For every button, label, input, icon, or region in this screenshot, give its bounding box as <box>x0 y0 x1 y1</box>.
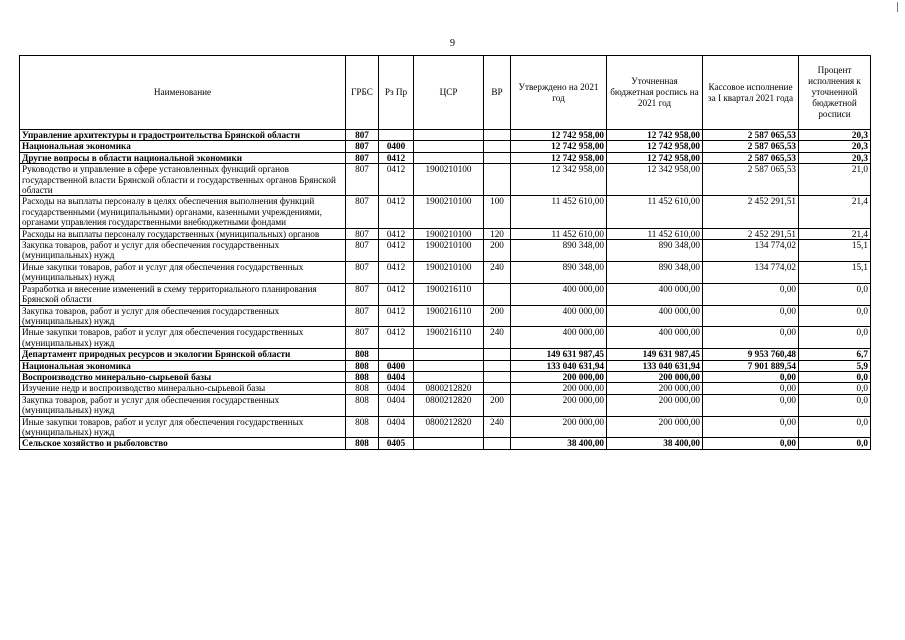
cell-refined: 11 452 610,00 <box>607 196 703 228</box>
cell-vr <box>484 283 511 305</box>
cell-csr: 1900210100 <box>414 261 484 283</box>
cell-name: Закупка товаров, работ и услуг для обеспечения государственных (муниципальных) нужд <box>20 240 346 262</box>
cell-approved: 200 000,00 <box>511 371 607 382</box>
cell-rzpr <box>379 349 414 360</box>
cell-cash: 2 452 291,51 <box>703 196 799 228</box>
cell-percent: 0,0 <box>799 371 871 382</box>
cell-cash: 0,00 <box>703 383 799 394</box>
page-edge-mark <box>897 2 898 12</box>
cell-vr: 240 <box>484 416 511 438</box>
cell-csr <box>414 349 484 360</box>
cell-csr: 1900216110 <box>414 283 484 305</box>
cell-refined: 12 742 958,00 <box>607 130 703 141</box>
table-row <box>20 164 871 196</box>
cell-grbs: 808 <box>346 360 379 371</box>
cell-rzpr: 0404 <box>379 394 414 416</box>
table-row <box>20 196 871 228</box>
cell-vr <box>484 371 511 382</box>
cell-cash: 0,00 <box>703 283 799 305</box>
cell-refined: 38 400,00 <box>607 438 703 449</box>
cell-csr: 1900216110 <box>414 327 484 349</box>
cell-name: Расходы на выплаты персоналу государственных (муниципальных) органов <box>20 228 346 239</box>
cell-vr: 240 <box>484 261 511 283</box>
cell-csr: 1900210100 <box>414 240 484 262</box>
cell-name: Закупка товаров, работ и услуг для обеспечения государственных (муниципальных) нужд <box>20 305 346 327</box>
cell-name: Изучение недр и воспроизводство минерально-сырьевой базы <box>20 383 346 394</box>
cell-approved: 12 342 958,00 <box>511 164 607 196</box>
cell-csr: 1900210100 <box>414 228 484 239</box>
cell-name: Закупка товаров, работ и услуг для обеспечения государственных (муниципальных) нужд <box>20 394 346 416</box>
table-row <box>20 349 871 360</box>
cell-name: Управление архитектуры и градостроительства Брянской области <box>20 130 346 141</box>
cell-grbs: 808 <box>346 349 379 360</box>
cell-approved: 38 400,00 <box>511 438 607 449</box>
cell-rzpr: 0412 <box>379 240 414 262</box>
cell-vr: 200 <box>484 394 511 416</box>
cell-csr: 0800212820 <box>414 394 484 416</box>
cell-grbs: 808 <box>346 371 379 382</box>
cell-percent: 0,0 <box>799 383 871 394</box>
header-percent: Процент исполнения к уточненной бюджетной росписи <box>799 56 871 130</box>
cell-rzpr: 0412 <box>379 196 414 228</box>
cell-name: Сельское хозяйство и рыболовство <box>20 438 346 449</box>
cell-percent: 6,7 <box>799 349 871 360</box>
cell-cash: 2 587 065,53 <box>703 164 799 196</box>
cell-csr: 0800212820 <box>414 383 484 394</box>
header-rzpr: Рз Пр <box>379 56 414 130</box>
cell-refined: 12 742 958,00 <box>607 141 703 152</box>
table-row <box>20 152 871 163</box>
page-number: 9 <box>450 38 455 49</box>
cell-percent: 21,0 <box>799 164 871 196</box>
cell-name: Руководство и управление в сфере установленных функций органов государственной власти Брянской области и государственных органов Брянской области <box>20 164 346 196</box>
cell-grbs: 808 <box>346 416 379 438</box>
cell-rzpr: 0412 <box>379 327 414 349</box>
cell-percent: 21,4 <box>799 196 871 228</box>
cell-csr <box>414 130 484 141</box>
cell-cash: 2 587 065,53 <box>703 141 799 152</box>
cell-csr <box>414 141 484 152</box>
cell-grbs: 807 <box>346 327 379 349</box>
cell-percent: 0,0 <box>799 416 871 438</box>
table-row <box>20 228 871 239</box>
cell-refined: 133 040 631,94 <box>607 360 703 371</box>
cell-approved: 200 000,00 <box>511 383 607 394</box>
cell-name: Расходы на выплаты персоналу в целях обеспечения выполнения функций государственными (муниципальными) органами, казенными учреждениями, органами управления государственными внебюджетными фондами <box>20 196 346 228</box>
cell-name: Другие вопросы в области национальной экономики <box>20 152 346 163</box>
cell-refined: 12 742 958,00 <box>607 152 703 163</box>
cell-approved: 12 742 958,00 <box>511 130 607 141</box>
cell-name: Воспроизводство минерально-сырьевой базы <box>20 371 346 382</box>
cell-name: Разработка и внесение изменений в схему территориального планирования Брянской области <box>20 283 346 305</box>
header-vr: ВР <box>484 56 511 130</box>
cell-percent: 20,3 <box>799 152 871 163</box>
cell-refined: 11 452 610,00 <box>607 228 703 239</box>
table-row <box>20 141 871 152</box>
cell-refined: 200 000,00 <box>607 416 703 438</box>
cell-rzpr: 0412 <box>379 164 414 196</box>
cell-grbs: 807 <box>346 305 379 327</box>
cell-name: Иные закупки товаров, работ и услуг для обеспечения государственных (муниципальных) нужд <box>20 416 346 438</box>
cell-cash: 134 774,02 <box>703 261 799 283</box>
cell-grbs: 807 <box>346 130 379 141</box>
cell-vr <box>484 141 511 152</box>
cell-name: Национальная экономика <box>20 141 346 152</box>
table-row <box>20 360 871 371</box>
cell-vr: 200 <box>484 305 511 327</box>
cell-refined: 890 348,00 <box>607 240 703 262</box>
cell-vr <box>484 164 511 196</box>
cell-percent: 0,0 <box>799 283 871 305</box>
cell-cash: 134 774,02 <box>703 240 799 262</box>
cell-vr: 100 <box>484 196 511 228</box>
cell-cash: 0,00 <box>703 327 799 349</box>
cell-vr <box>484 360 511 371</box>
cell-approved: 12 742 958,00 <box>511 152 607 163</box>
cell-approved: 400 000,00 <box>511 305 607 327</box>
cell-cash: 0,00 <box>703 416 799 438</box>
cell-rzpr: 0412 <box>379 228 414 239</box>
cell-cash: 0,00 <box>703 305 799 327</box>
cell-rzpr: 0412 <box>379 152 414 163</box>
cell-grbs: 808 <box>346 438 379 449</box>
cell-refined: 12 342 958,00 <box>607 164 703 196</box>
cell-refined: 400 000,00 <box>607 327 703 349</box>
cell-approved: 11 452 610,00 <box>511 196 607 228</box>
table-body <box>20 130 871 450</box>
table-row <box>20 130 871 141</box>
cell-grbs: 807 <box>346 228 379 239</box>
table-row <box>20 371 871 382</box>
cell-approved: 200 000,00 <box>511 394 607 416</box>
table-header-row <box>20 56 871 130</box>
cell-approved: 400 000,00 <box>511 283 607 305</box>
cell-cash: 0,00 <box>703 371 799 382</box>
cell-grbs: 807 <box>346 283 379 305</box>
cell-percent: 20,3 <box>799 130 871 141</box>
cell-refined: 200 000,00 <box>607 383 703 394</box>
cell-csr <box>414 152 484 163</box>
cell-rzpr: 0404 <box>379 383 414 394</box>
cell-name: Национальная экономика <box>20 360 346 371</box>
cell-csr <box>414 371 484 382</box>
table-row <box>20 283 871 305</box>
cell-csr: 1900210100 <box>414 164 484 196</box>
cell-percent: 0,0 <box>799 305 871 327</box>
budget-execution-table <box>19 55 871 450</box>
cell-csr <box>414 438 484 449</box>
header-refined: Уточненная бюджетная роспись на 2021 год <box>607 56 703 130</box>
cell-refined: 890 348,00 <box>607 261 703 283</box>
cell-percent: 0,0 <box>799 394 871 416</box>
cell-name: Департамент природных ресурсов и экологии Брянской области <box>20 349 346 360</box>
cell-approved: 200 000,00 <box>511 416 607 438</box>
cell-rzpr: 0404 <box>379 371 414 382</box>
cell-rzpr: 0400 <box>379 360 414 371</box>
cell-grbs: 808 <box>346 383 379 394</box>
table-row <box>20 305 871 327</box>
cell-percent: 15,1 <box>799 240 871 262</box>
table-row <box>20 438 871 449</box>
cell-grbs: 807 <box>346 196 379 228</box>
cell-percent: 0,0 <box>799 438 871 449</box>
cell-percent: 15,1 <box>799 261 871 283</box>
cell-refined: 200 000,00 <box>607 371 703 382</box>
cell-rzpr <box>379 130 414 141</box>
table-row <box>20 416 871 438</box>
cell-vr <box>484 349 511 360</box>
cell-approved: 400 000,00 <box>511 327 607 349</box>
cell-grbs: 807 <box>346 141 379 152</box>
header-cash: Кассовое исполнение за I квартал 2021 года <box>703 56 799 130</box>
cell-grbs: 807 <box>346 261 379 283</box>
cell-approved: 890 348,00 <box>511 261 607 283</box>
cell-vr <box>484 130 511 141</box>
cell-percent: 0,0 <box>799 327 871 349</box>
table-row <box>20 240 871 262</box>
cell-vr: 240 <box>484 327 511 349</box>
cell-percent: 21,4 <box>799 228 871 239</box>
cell-vr <box>484 438 511 449</box>
cell-rzpr: 0412 <box>379 283 414 305</box>
header-name: Наименование <box>20 56 346 130</box>
cell-approved: 133 040 631,94 <box>511 360 607 371</box>
cell-cash: 9 953 760,48 <box>703 349 799 360</box>
cell-grbs: 807 <box>346 240 379 262</box>
cell-percent: 5,9 <box>799 360 871 371</box>
cell-approved: 149 631 987,45 <box>511 349 607 360</box>
cell-vr: 200 <box>484 240 511 262</box>
cell-cash: 2 587 065,53 <box>703 152 799 163</box>
header-approved: Утверждено на 2021 год <box>511 56 607 130</box>
table-row <box>20 394 871 416</box>
cell-cash: 0,00 <box>703 438 799 449</box>
cell-rzpr: 0400 <box>379 141 414 152</box>
cell-csr: 0800212820 <box>414 416 484 438</box>
header-grbs: ГРБС <box>346 56 379 130</box>
cell-vr <box>484 152 511 163</box>
cell-vr: 120 <box>484 228 511 239</box>
cell-cash: 7 901 889,54 <box>703 360 799 371</box>
cell-refined: 400 000,00 <box>607 305 703 327</box>
cell-refined: 400 000,00 <box>607 283 703 305</box>
header-csr: ЦСР <box>414 56 484 130</box>
table-row <box>20 383 871 394</box>
cell-grbs: 808 <box>346 394 379 416</box>
cell-approved: 12 742 958,00 <box>511 141 607 152</box>
cell-percent: 20,3 <box>799 141 871 152</box>
cell-name: Иные закупки товаров, работ и услуг для обеспечения государственных (муниципальных) нужд <box>20 261 346 283</box>
cell-cash: 0,00 <box>703 394 799 416</box>
cell-cash: 2 587 065,53 <box>703 130 799 141</box>
cell-refined: 149 631 987,45 <box>607 349 703 360</box>
cell-csr <box>414 360 484 371</box>
cell-cash: 2 452 291,51 <box>703 228 799 239</box>
cell-vr <box>484 383 511 394</box>
cell-name: Иные закупки товаров, работ и услуг для обеспечения государственных (муниципальных) нужд <box>20 327 346 349</box>
cell-rzpr: 0404 <box>379 416 414 438</box>
cell-rzpr: 0412 <box>379 305 414 327</box>
cell-rzpr: 0412 <box>379 261 414 283</box>
cell-rzpr: 0405 <box>379 438 414 449</box>
cell-csr: 1900216110 <box>414 305 484 327</box>
table-row <box>20 261 871 283</box>
cell-refined: 200 000,00 <box>607 394 703 416</box>
cell-grbs: 807 <box>346 152 379 163</box>
cell-grbs: 807 <box>346 164 379 196</box>
table-row <box>20 327 871 349</box>
cell-csr: 1900210100 <box>414 196 484 228</box>
cell-approved: 11 452 610,00 <box>511 228 607 239</box>
cell-approved: 890 348,00 <box>511 240 607 262</box>
